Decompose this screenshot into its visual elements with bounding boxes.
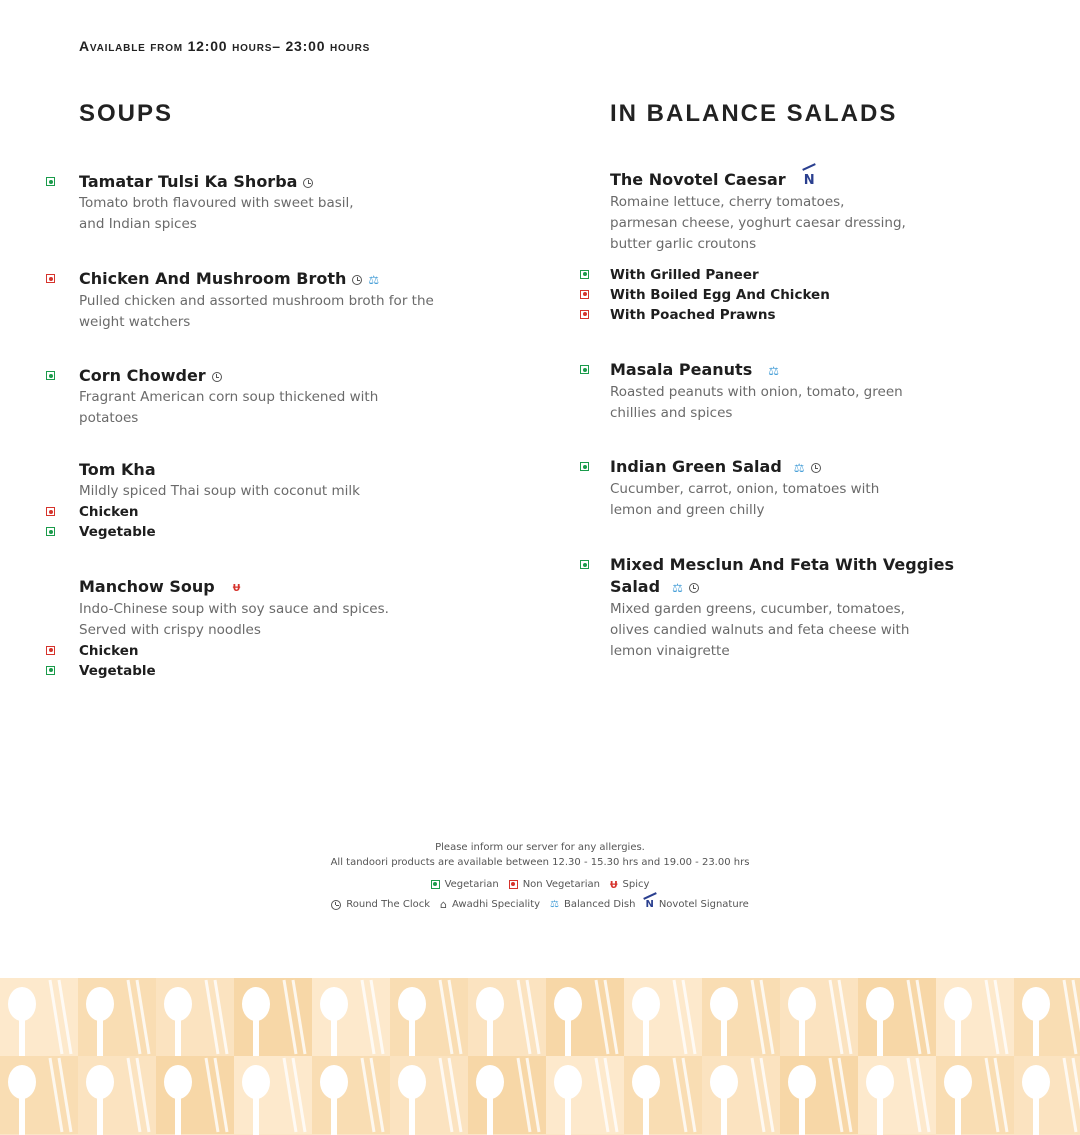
menu-item <box>610 169 1050 325</box>
spoon-shape <box>164 987 192 1021</box>
spoon-handle <box>1033 1018 1039 1058</box>
balanced-icon: ⚖ <box>768 363 779 378</box>
clock-icon <box>331 900 341 910</box>
item-description: Romaine lettuce, cherry tomatoes, parmesan cheese, yoghurt caesar dressing, butter garlic croutons <box>610 193 906 252</box>
legend-row-1 <box>0 876 1080 892</box>
variant-item: Vegetable <box>79 522 519 542</box>
spoon-handle <box>19 1096 25 1135</box>
item-description: Mildly spiced Thai soup with coconut milk <box>79 483 360 499</box>
spoon-handle <box>721 1096 727 1135</box>
awadhi-icon: ⌂ <box>440 898 447 911</box>
variant-item: With Boiled Egg And Chicken <box>610 285 1050 305</box>
spoon-handle <box>97 1018 103 1058</box>
item-description: Roasted peanuts with onion, tomato, green chillies and spices <box>610 383 903 421</box>
spoon-shape <box>164 1065 192 1099</box>
spoon-shape <box>320 987 348 1021</box>
spoon-shape <box>8 1065 36 1099</box>
footer <box>0 840 1080 911</box>
cutlery-pattern <box>0 978 1080 1135</box>
nonveg-icon <box>46 646 55 655</box>
spoon-handle <box>253 1096 259 1135</box>
spoon-handle <box>19 1018 25 1058</box>
item-description: Mixed garden greens, cucumber, tomatoes, olives candied walnuts and feta cheese with lemon vinaigrette <box>610 600 910 659</box>
veg-icon <box>46 666 55 675</box>
menu-item <box>610 359 1050 424</box>
nonveg-icon <box>46 507 55 516</box>
nonveg-icon <box>580 310 589 319</box>
veg-icon <box>580 560 589 569</box>
item-name-line2: Salad <box>610 577 661 596</box>
legend-item: Vegetarian <box>431 879 499 890</box>
legend-item: Non Vegetarian <box>509 879 600 890</box>
spoon-handle <box>409 1018 415 1058</box>
spoon-shape <box>554 987 582 1021</box>
spoon-handle <box>331 1096 337 1135</box>
veg-icon <box>580 462 589 471</box>
variant-item: Vegetable <box>79 661 519 681</box>
spoon-shape <box>788 987 816 1021</box>
spoon-shape <box>8 987 36 1021</box>
novotel-signature-icon: N <box>645 899 654 910</box>
variant-item: With Grilled Paneer <box>610 265 1050 285</box>
spoon-handle <box>487 1096 493 1135</box>
spoon-shape <box>398 1065 426 1099</box>
spoon-handle <box>175 1096 181 1135</box>
spoon-handle <box>799 1018 805 1058</box>
veg-icon <box>580 365 589 374</box>
spoon-handle <box>877 1018 883 1058</box>
item-name: Indian Green Salad <box>610 457 782 476</box>
variant-item: With Poached Prawns <box>610 305 1050 325</box>
menu-item <box>79 459 519 542</box>
menu-item <box>610 456 1050 521</box>
spicy-icon: ᵾ <box>609 877 618 892</box>
soups-title: SOUPS <box>79 100 174 127</box>
legend-item: ⚖ Balanced Dish <box>550 899 636 910</box>
spoon-shape <box>86 1065 114 1099</box>
item-name: Chicken And Mushroom Broth <box>79 269 347 288</box>
spoon-shape <box>1022 1065 1050 1099</box>
cutlery-pattern-band <box>0 978 1080 1135</box>
veg-icon <box>46 371 55 380</box>
legend-row-2 <box>0 898 1080 911</box>
menu-item <box>79 365 519 429</box>
item-description: Cucumber, carrot, onion, tomatoes with lemon and green chilly <box>610 480 880 518</box>
item-name: The Novotel Caesar <box>610 170 786 189</box>
spoon-shape <box>788 1065 816 1099</box>
clock-icon <box>303 178 313 188</box>
item-description: Indo-Chinese soup with soy sauce and spices. Served with crispy noodles <box>79 600 389 638</box>
item-name: Tamatar Tulsi Ka Shorba <box>79 172 298 191</box>
spoon-shape <box>1022 987 1050 1021</box>
spoon-shape <box>632 1065 660 1099</box>
spoon-shape <box>710 1065 738 1099</box>
nonveg-icon <box>580 290 589 299</box>
variant-item: Chicken <box>79 502 519 522</box>
spoon-shape <box>710 987 738 1021</box>
spoon-handle <box>331 1018 337 1058</box>
spoon-handle <box>799 1096 805 1135</box>
spoon-shape <box>632 987 660 1021</box>
menu-item <box>79 268 519 333</box>
spoon-handle <box>721 1018 727 1058</box>
clock-icon <box>811 463 821 473</box>
veg-icon <box>431 880 440 889</box>
nonveg-icon <box>46 274 55 283</box>
item-name: Tom Kha <box>79 460 156 479</box>
item-description: Fragrant American corn soup thickened with potatoes <box>79 389 379 426</box>
nonveg-icon <box>509 880 518 889</box>
spoon-handle <box>955 1096 961 1135</box>
novotel-signature-icon: N <box>804 170 815 192</box>
spoon-handle <box>877 1096 883 1135</box>
spoon-shape <box>866 1065 894 1099</box>
balanced-icon: ⚖ <box>550 899 560 910</box>
item-description: Tomato broth flavoured with sweet basil, and Indian spices <box>79 195 354 232</box>
spoon-handle <box>253 1018 259 1058</box>
spoon-shape <box>476 1065 504 1099</box>
spoon-shape <box>320 1065 348 1099</box>
spoon-handle <box>409 1096 415 1135</box>
spoon-shape <box>944 987 972 1021</box>
menu-item <box>79 576 519 681</box>
spoon-shape <box>866 987 894 1021</box>
spoon-handle <box>643 1096 649 1135</box>
legend-item: ⌂ Awadhi Speciality <box>440 898 541 911</box>
clock-icon <box>352 275 362 285</box>
balanced-icon: ⚖ <box>793 460 805 475</box>
legend-item: Round The Clock <box>331 899 430 910</box>
spoon-shape <box>86 987 114 1021</box>
spoon-handle <box>97 1096 103 1135</box>
spoon-shape <box>242 987 270 1021</box>
item-name: Masala Peanuts <box>610 360 753 379</box>
allergy-note: Please inform our server for any allergies. <box>435 842 645 853</box>
legend-item: N Novotel Signature <box>645 899 749 910</box>
veg-icon <box>46 527 55 536</box>
clock-icon <box>689 583 699 593</box>
balanced-icon: ⚖ <box>672 580 683 595</box>
item-name: Manchow Soup <box>79 577 215 596</box>
balanced-icon: ⚖ <box>368 272 380 287</box>
spoon-shape <box>944 1065 972 1099</box>
clock-icon <box>212 372 222 382</box>
veg-icon <box>46 177 55 186</box>
spoon-handle <box>175 1018 181 1058</box>
spicy-icon: ᵾ <box>232 579 241 595</box>
spoon-handle <box>1033 1096 1039 1135</box>
item-name: Mixed Mesclun And Feta With Veggies <box>610 555 955 574</box>
item-description: Pulled chicken and assorted mushroom broth for the weight watchers <box>79 292 434 330</box>
spoon-shape <box>398 987 426 1021</box>
tandoori-note: All tandoori products are available between 12.30 - 15.30 hrs and 19.00 - 23.00 hrs <box>330 857 750 868</box>
spoon-handle <box>643 1018 649 1058</box>
item-name: Corn Chowder <box>79 366 206 385</box>
spoon-handle <box>487 1018 493 1058</box>
spoon-shape <box>476 987 504 1021</box>
veg-icon <box>580 270 589 279</box>
spoon-handle <box>565 1096 571 1135</box>
salads-title: IN BALANCE SALADS <box>610 100 898 127</box>
menu-item <box>610 554 1050 662</box>
spoon-handle <box>955 1018 961 1058</box>
spoon-shape <box>554 1065 582 1099</box>
spoon-shape <box>242 1065 270 1099</box>
availability-header: Available from 12:00 hours– 23:00 hours <box>79 38 371 54</box>
spoon-handle <box>565 1018 571 1058</box>
variant-item: Chicken <box>79 641 519 661</box>
legend-item: ᵾ Spicy <box>609 877 650 892</box>
menu-item <box>79 171 519 235</box>
